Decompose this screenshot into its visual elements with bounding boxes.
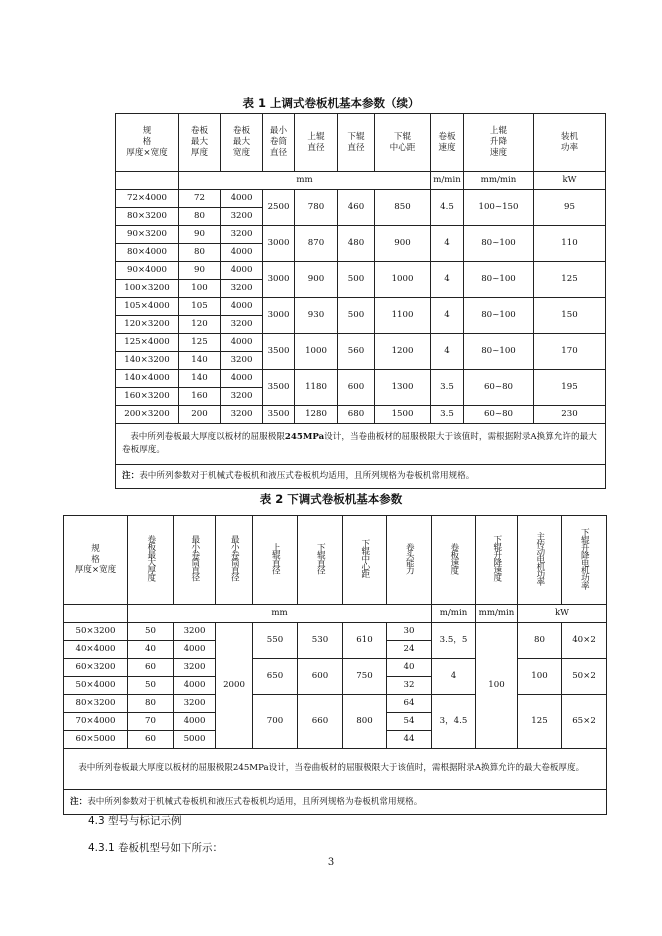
- unit-mm: mm: [179, 172, 431, 190]
- value-cell: 1280: [295, 406, 338, 424]
- thickness-cell: 60: [128, 659, 174, 677]
- thickness-cell: 125: [179, 334, 221, 352]
- table2-note: [64, 749, 607, 790]
- spec-cell: 70×4000: [64, 713, 128, 731]
- table-row: [64, 695, 607, 713]
- thickness-cell: 80: [179, 208, 221, 226]
- value-cell: 900: [375, 226, 431, 262]
- thickness-cell: 80: [179, 244, 221, 262]
- value-cell: 4: [431, 334, 464, 370]
- value-cell: 600: [338, 370, 375, 406]
- table2-unit-row: [64, 605, 607, 623]
- value-cell: 1500: [375, 406, 431, 424]
- vheader-text: 最小卷筒直径: [189, 535, 200, 581]
- value-cell: 2500: [263, 190, 295, 226]
- width-cell: 4000: [221, 244, 263, 262]
- table1-unit-row: [116, 172, 606, 190]
- spec-cell: 60×5000: [64, 731, 128, 749]
- thickness-cell: 50: [128, 677, 174, 695]
- table2-header-row: [64, 516, 607, 605]
- value-cell: 3000: [263, 298, 295, 334]
- note-label: 注：: [70, 796, 88, 807]
- spec-cell: 80×3200: [64, 695, 128, 713]
- lift-power-cell: 65×2: [562, 695, 607, 749]
- value-cell: 3.5: [431, 406, 464, 424]
- capacity-cell: 30: [387, 623, 432, 641]
- vheader-text: 下辊升降速度: [491, 535, 502, 581]
- value-cell: 500: [338, 298, 375, 334]
- header-cell: 上辊 升降 速度: [464, 114, 534, 172]
- value-cell: 550: [253, 623, 298, 659]
- width-cell: 3200: [174, 695, 216, 713]
- value-cell: 3000: [263, 262, 295, 298]
- note2-text: 表中所列参数对于机械式卷板机和液压式卷板机均适用，且所列规格为卷板机常用规格。: [87, 796, 423, 807]
- width-cell: 4000: [221, 370, 263, 388]
- thickness-cell: 160: [179, 388, 221, 406]
- vheader-text: 卷板最大厚度: [145, 535, 156, 581]
- table1-note2: [116, 465, 606, 489]
- header-cell: 下辊 中心距: [375, 114, 431, 172]
- spec-cell: 40×4000: [64, 641, 128, 659]
- width-cell: 3200: [221, 226, 263, 244]
- table-row: [116, 226, 606, 244]
- note-text: 表中所列卷板最大厚度以板材的屈服极限245MPa设计，当卷曲板材的屈服极限大于该值时，需根据附录A换算允许的最大卷板厚度。: [78, 763, 585, 774]
- header-cell: 规 格 厚度×宽度: [64, 516, 128, 605]
- main-power-cell: 100: [518, 659, 562, 695]
- capacity-cell: 24: [387, 641, 432, 659]
- header-cell: 上辊 直径: [295, 114, 338, 172]
- width-cell: 4000: [174, 677, 216, 695]
- header-cell: [253, 516, 298, 605]
- width-cell: 3200: [221, 280, 263, 298]
- header-cell: 规 格 厚度×宽度: [116, 114, 179, 172]
- section-4-3-1-text: 4.3.1 卷板机型号如下所示：: [88, 842, 224, 854]
- table-row: [116, 370, 606, 388]
- unit-lift: mm/min: [464, 172, 534, 190]
- spec-cell: 80×4000: [116, 244, 179, 262]
- width-cell: 3200: [221, 208, 263, 226]
- value-cell: 4: [431, 298, 464, 334]
- unit-power: kW: [518, 605, 607, 623]
- width-cell: 4000: [221, 190, 263, 208]
- unit-power: kW: [534, 172, 606, 190]
- header-cell: [562, 516, 607, 605]
- thickness-cell: 100: [179, 280, 221, 298]
- vheader-text: 最小卷筒直径: [229, 535, 240, 581]
- spec-cell: 160×3200: [116, 388, 179, 406]
- value-cell: 660: [298, 695, 343, 749]
- capacity-cell: 54: [387, 713, 432, 731]
- note-text-post: 设计，当卷曲板材的屈服极限大于该值时，需根据附录A换算允许的最大卷板厚度。: [122, 431, 597, 455]
- speed-cell: 3，4.5: [432, 695, 476, 749]
- value-cell: 680: [338, 406, 375, 424]
- value-cell: 60~80: [464, 406, 534, 424]
- table-row: [116, 406, 606, 424]
- min-dia-cell: 2000: [216, 623, 253, 749]
- thickness-cell: 90: [179, 226, 221, 244]
- table-row: [116, 298, 606, 316]
- note-text-pre: 表中所列卷板最大厚度以板材的屈服极限: [130, 431, 285, 442]
- header-cell: 装机 功率: [534, 114, 606, 172]
- spec-cell: 72×4000: [116, 190, 179, 208]
- value-cell: 230: [534, 406, 606, 424]
- header-cell: [128, 516, 174, 605]
- capacity-cell: 32: [387, 677, 432, 695]
- header-cell: 卷板 最大 厚度: [179, 114, 221, 172]
- value-cell: 530: [298, 623, 343, 659]
- value-cell: 1300: [375, 370, 431, 406]
- capacity-cell: 40: [387, 659, 432, 677]
- value-cell: 460: [338, 190, 375, 226]
- table-row: [64, 623, 607, 641]
- header-cell: 卷板 最大 宽度: [221, 114, 263, 172]
- spec-cell: 50×3200: [64, 623, 128, 641]
- table-row: [64, 659, 607, 677]
- value-cell: 4: [431, 262, 464, 298]
- value-cell: 3.5: [431, 370, 464, 406]
- value-cell: 750: [343, 659, 387, 695]
- width-cell: 3200: [221, 406, 263, 424]
- table1-caption: 表 1 上调式卷板机基本参数（续）: [242, 96, 420, 110]
- note-label: 注：: [122, 471, 140, 482]
- header-cell: [216, 516, 253, 605]
- value-cell: 110: [534, 226, 606, 262]
- width-cell: 3200: [221, 352, 263, 370]
- unit-lift: mm/min: [476, 605, 518, 623]
- value-cell: 3500: [263, 334, 295, 370]
- thickness-cell: 140: [179, 352, 221, 370]
- table1-note-row: [116, 424, 606, 465]
- vheader-text: 主传动电机功率: [534, 531, 545, 585]
- width-cell: 5000: [174, 731, 216, 749]
- value-cell: 80~100: [464, 334, 534, 370]
- header-cell: [174, 516, 216, 605]
- header-cell: 下辊 直径: [338, 114, 375, 172]
- table2-note2: [64, 790, 607, 815]
- thickness-cell: 60: [128, 731, 174, 749]
- capacity-cell: 44: [387, 731, 432, 749]
- thickness-cell: 72: [179, 190, 221, 208]
- header-cell: 最小 卷筒 直径: [263, 114, 295, 172]
- header-cell: [476, 516, 518, 605]
- note2-text: 表中所列参数对于机械式卷板机和液压式卷板机均适用，且所列规格为卷板机常用规格。: [139, 471, 475, 482]
- vheader-text: 下辊中心距: [359, 539, 370, 578]
- spec-cell: 90×3200: [116, 226, 179, 244]
- value-cell: 650: [253, 659, 298, 695]
- width-cell: 4000: [221, 298, 263, 316]
- note-text-bold: 245MPa: [284, 431, 325, 442]
- table-row: [116, 190, 606, 208]
- thickness-cell: 80: [128, 695, 174, 713]
- table2: [63, 515, 607, 815]
- width-cell: 3200: [174, 623, 216, 641]
- value-cell: 125: [534, 262, 606, 298]
- value-cell: 1000: [295, 334, 338, 370]
- vheader-text: 卷头能力: [404, 542, 415, 574]
- spec-cell: 200×3200: [116, 406, 179, 424]
- value-cell: 800: [343, 695, 387, 749]
- value-cell: 930: [295, 298, 338, 334]
- header-cell: 卷板 速度: [431, 114, 464, 172]
- spec-cell: 50×4000: [64, 677, 128, 695]
- lift-power-cell: 40×2: [562, 623, 607, 659]
- lift-power-cell: 50×2: [562, 659, 607, 695]
- width-cell: 4000: [221, 334, 263, 352]
- width-cell: 3200: [174, 659, 216, 677]
- value-cell: 600: [298, 659, 343, 695]
- value-cell: 4: [431, 226, 464, 262]
- value-cell: 80~100: [464, 262, 534, 298]
- table1-header-row: [116, 114, 606, 172]
- spec-cell: 80×3200: [116, 208, 179, 226]
- speed-cell: 3.5，5: [432, 623, 476, 659]
- spec-cell: 105×4000: [116, 298, 179, 316]
- unit-blank: [116, 172, 179, 190]
- header-cell: [343, 516, 387, 605]
- thickness-cell: 70: [128, 713, 174, 731]
- width-cell: 4000: [174, 713, 216, 731]
- unit-speed: m/min: [432, 605, 476, 623]
- spec-cell: 100×3200: [116, 280, 179, 298]
- value-cell: 500: [338, 262, 375, 298]
- value-cell: 780: [295, 190, 338, 226]
- unit-blank: [64, 605, 128, 623]
- vheader-text: 上辊直径: [270, 542, 281, 574]
- header-cell: [518, 516, 562, 605]
- thickness-cell: 40: [128, 641, 174, 659]
- spec-cell: 140×4000: [116, 370, 179, 388]
- thickness-cell: 200: [179, 406, 221, 424]
- value-cell: 1000: [375, 262, 431, 298]
- unit-speed: m/min: [431, 172, 464, 190]
- value-cell: 610: [343, 623, 387, 659]
- value-cell: 870: [295, 226, 338, 262]
- thickness-cell: 105: [179, 298, 221, 316]
- value-cell: 150: [534, 298, 606, 334]
- width-cell: 3200: [221, 388, 263, 406]
- page-number: 3: [327, 857, 335, 868]
- header-cell: [387, 516, 432, 605]
- spec-cell: 60×3200: [64, 659, 128, 677]
- value-cell: 80~100: [464, 226, 534, 262]
- header-cell: [432, 516, 476, 605]
- value-cell: 80~100: [464, 298, 534, 334]
- thickness-cell: 120: [179, 316, 221, 334]
- value-cell: 170: [534, 334, 606, 370]
- table2-note-row: [64, 749, 607, 790]
- value-cell: 3500: [263, 370, 295, 406]
- width-cell: 4000: [174, 641, 216, 659]
- value-cell: 1200: [375, 334, 431, 370]
- capacity-cell: 64: [387, 695, 432, 713]
- value-cell: 1180: [295, 370, 338, 406]
- main-power-cell: 80: [518, 623, 562, 659]
- table1-note2-row: [116, 465, 606, 489]
- table2-caption: 表 2 下调式卷板机基本参数: [259, 492, 403, 506]
- spec-cell: 90×4000: [116, 262, 179, 280]
- table1-note: [116, 424, 606, 465]
- table1: [115, 113, 606, 489]
- value-cell: 900: [295, 262, 338, 298]
- section-4-3-heading: 4.3 型号与标记示例: [88, 815, 182, 827]
- header-cell: [298, 516, 343, 605]
- table-row: [116, 262, 606, 280]
- value-cell: 4.5: [431, 190, 464, 226]
- unit-mm: mm: [128, 605, 432, 623]
- table-row: [116, 334, 606, 352]
- width-cell: 3200: [221, 316, 263, 334]
- value-cell: 195: [534, 370, 606, 406]
- spec-cell: 125×4000: [116, 334, 179, 352]
- table2-note2-row: [64, 790, 607, 815]
- value-cell: 60~80: [464, 370, 534, 406]
- thickness-cell: 140: [179, 370, 221, 388]
- value-cell: 3000: [263, 226, 295, 262]
- vheader-text: 下辊直径: [315, 542, 326, 574]
- thickness-cell: 50: [128, 623, 174, 641]
- value-cell: 1100: [375, 298, 431, 334]
- thickness-cell: 90: [179, 262, 221, 280]
- spec-cell: 140×3200: [116, 352, 179, 370]
- value-cell: 700: [253, 695, 298, 749]
- value-cell: 560: [338, 334, 375, 370]
- value-cell: 850: [375, 190, 431, 226]
- width-cell: 4000: [221, 262, 263, 280]
- vheader-text: 卷板速度: [448, 542, 459, 574]
- value-cell: 480: [338, 226, 375, 262]
- vheader-text: 下辊升降电机功率: [579, 527, 590, 589]
- value-cell: 100~150: [464, 190, 534, 226]
- value-cell: 95: [534, 190, 606, 226]
- speed-cell: 4: [432, 659, 476, 695]
- main-power-cell: 125: [518, 695, 562, 749]
- lift-speed-cell: 100: [476, 623, 518, 749]
- spec-cell: 120×3200: [116, 316, 179, 334]
- value-cell: 3500: [263, 406, 295, 424]
